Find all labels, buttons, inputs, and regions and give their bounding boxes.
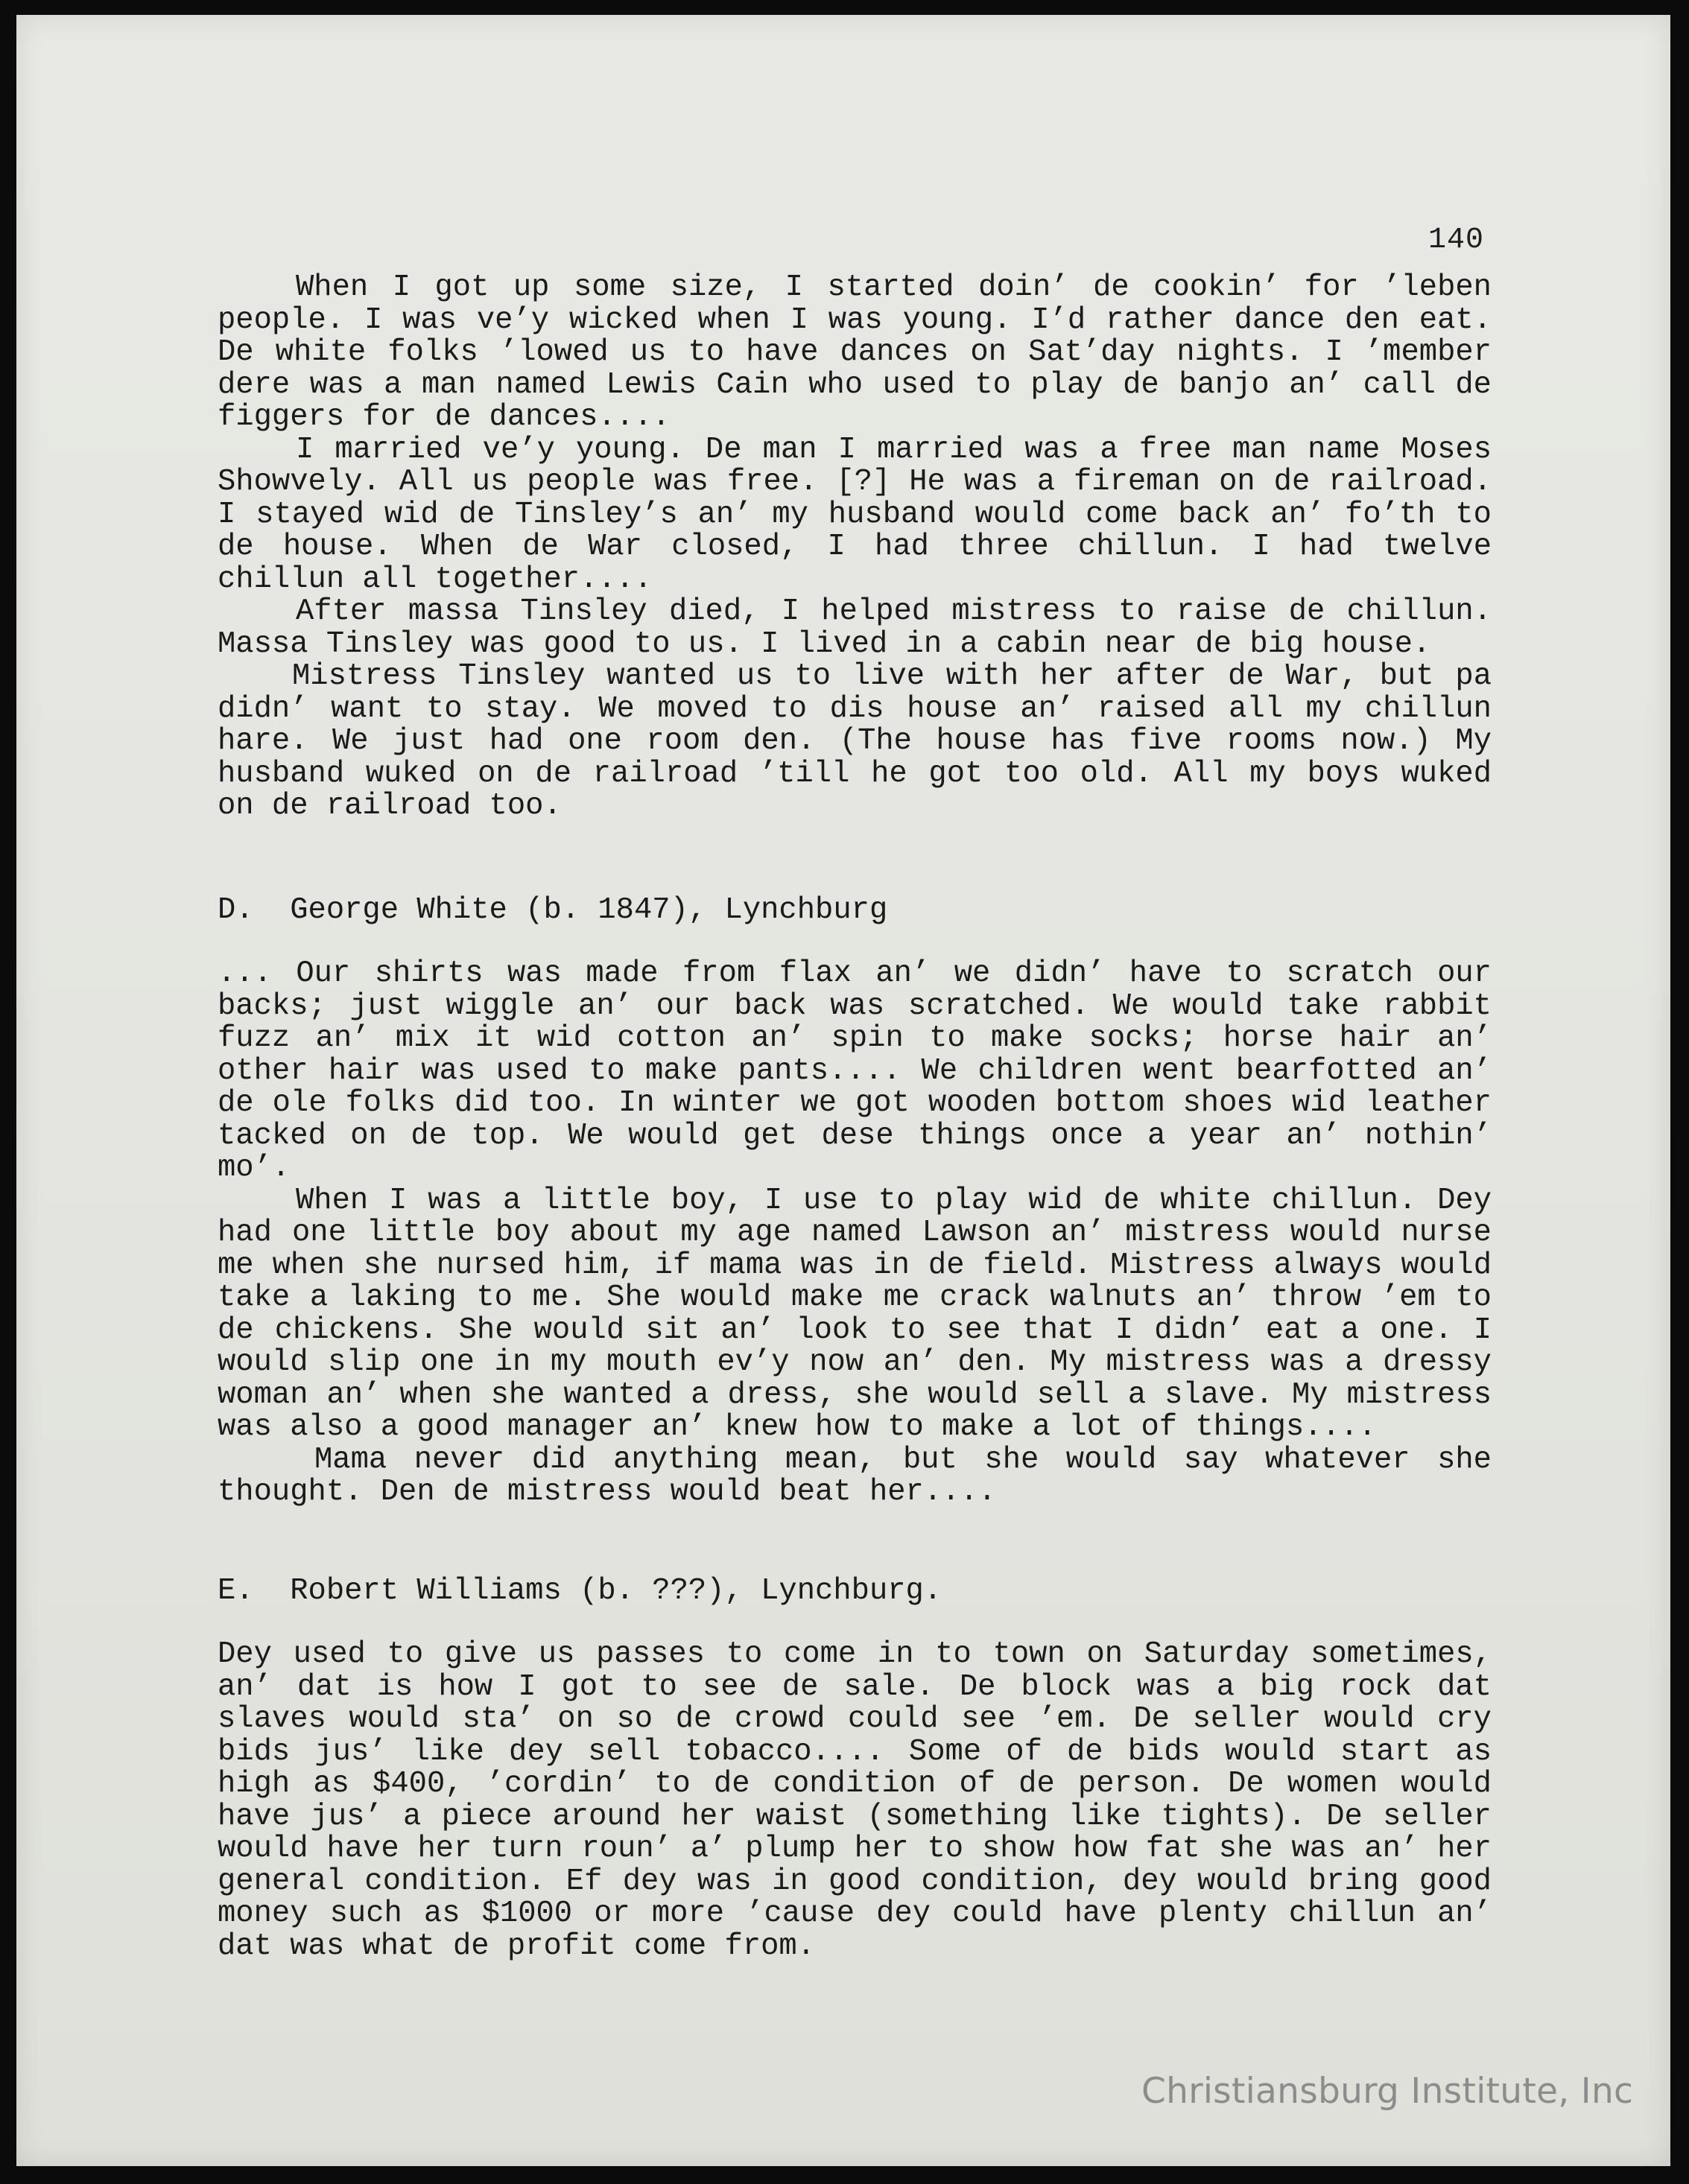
section-d-heading: D. George White (b. 1847), Lynchburg: [218, 893, 888, 927]
paragraph: Mama never did anything mean, but she would say whatever she thought. Den de mistress would beat her....: [218, 1442, 1492, 1509]
watermark: Christiansburg Institute, Inc: [1141, 2071, 1634, 2112]
paragraph: ... Our shirts was made from flax an’ we didn’ have to scratch our backs; just wiggle an’ our back was scratched. We would take rabbit fuzz an’ mix it wid cotton an’ spin to make socks; horse hair an’ other hair was used to make pants.... We children went bearfotted an’ de ole folks did too. In winter we got wooden bottom shoes wid leather tacked on de top. We would get dese things once a year an’ nothin’ mo’.: [218, 956, 1492, 1185]
paragraph: After massa Tinsley died, I helped mistress to raise de chillun. Massa Tinsley was good to us. I lived in a cabin near de big house.: [218, 594, 1492, 661]
paragraph: I married ve’y young. De man I married was a free man name Moses Showvely. All us people was free. [?] He was a fireman on de railroad. I stayed wid de Tinsley’s an’ my husband would come back an’ fo’th to de house. When de War closed, I had three chillun. I had twelve chillun all together....: [218, 432, 1492, 597]
section-e-heading: E. Robert Williams (b. ???), Lynchburg.: [218, 1574, 942, 1608]
page-number: 140: [1428, 223, 1485, 257]
section-e-text: [218, 1639, 1492, 1963]
paragraph: When I was a little boy, I use to play wid de white chillun. Dey had one little boy about my age named Lawson an’ mistress would nurse me when she nursed him, if mama was in de field. Mistress always would take a laking to me. She would make me crack walnuts an’ throw ’em to de chickens. She would sit an’ look to see that I didn’ eat a one. I would slip one in my mouth ev’y now an’ den. My mistress was a dressy woman an’ when she wanted a dress, she would sell a slave. My mistress was also a good manager an’ knew how to make a lot of things....: [218, 1183, 1492, 1444]
document-page: [16, 15, 1670, 2166]
section-c-text: [218, 272, 1492, 823]
paragraph: Mistress Tinsley wanted us to live with her after de War, but pa didn’ want to stay. We moved to dis house an’ raised all my chillun hare. We just had one room den. (The house has five rooms now.) My husband wuked on de railroad ’till he got too old. All my boys wuked on de railroad too.: [218, 659, 1492, 823]
paragraph: Dey used to give us passes to come in to town on Saturday sometimes, an’ dat is how I got to see de sale. De block was a big rock dat slaves would sta’ on so de crowd could see ’em. De seller would cry bids jus’ like dey sell tobacco.... Some of de bids would start as high as $400, ’cordin’ to de condition of de person. De women would have jus’ a piece around her waist (something like tights). De seller would have her turn roun’ a’ plump her to show how fat she was an’ her general condition. Ef dey was in good condition, dey would bring good money such as $1000 or more ’cause dey could have plenty chillun an’ dat was what de profit come from.: [218, 1637, 1492, 1964]
paragraph: When I got up some size, I started doin’ de cookin’ for ’leben people. I was ve’y wicked when I was young. I’d rather dance den eat. De white folks ’lowed us to have dances on Sat’day nights. I ’member dere was a man named Lewis Cain who used to play de banjo an’ call de figgers for de dances....: [218, 270, 1492, 434]
section-d-text: [218, 958, 1492, 1509]
